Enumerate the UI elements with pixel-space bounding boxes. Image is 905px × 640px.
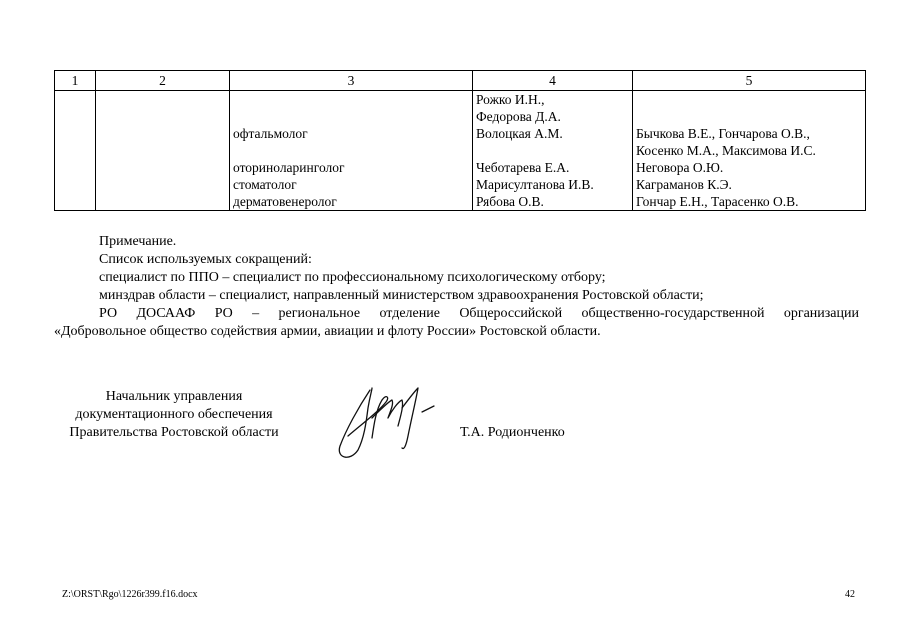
note-title: Примечание. — [99, 234, 177, 249]
reserve-names — [636, 91, 862, 108]
reserve-names: Неговора О.Ю. — [636, 160, 724, 175]
specialist-name: Федорова Д.А. — [476, 109, 561, 124]
row-cell-1 — [55, 91, 96, 211]
notes-section — [54, 233, 859, 341]
specialty-line: стоматолог — [233, 177, 297, 192]
specialty-line — [233, 91, 469, 108]
specialty-line: дерматовенеролог — [233, 194, 337, 209]
specialty-line — [233, 108, 469, 125]
reserve-specialists-cell — [633, 91, 866, 211]
handwritten-signature — [328, 378, 443, 468]
header-cell-1: 1 — [55, 71, 96, 91]
specialty-line: оториноларинголог — [233, 160, 345, 175]
row-cell-2 — [96, 91, 230, 211]
reserve-names: Косенко М.А., Максимова И.С. — [636, 143, 816, 158]
reserve-names: Каграманов К.Э. — [636, 177, 732, 192]
header-cell-2: 2 — [96, 71, 230, 91]
table-header-row — [55, 71, 866, 91]
reserve-names — [636, 108, 862, 125]
specialists-table — [54, 70, 866, 211]
abbreviation-item: минздрав области – специалист, направленный министерством здравоохранения Ростовской области; — [99, 288, 704, 303]
position-line: Правительства Ростовской области — [69, 425, 279, 440]
abbreviations-title: Список используемых сокращений: — [99, 252, 312, 267]
reserve-names: Гончар Е.Н., Тарасенко О.В. — [636, 194, 799, 209]
position-line: документационного обеспечения — [75, 407, 273, 422]
header-cell-4: 4 — [473, 71, 633, 91]
specialist-name: Рожко И.Н., — [476, 92, 545, 107]
specialty-line — [233, 142, 469, 159]
header-cell-3: 3 — [230, 71, 473, 91]
specialist-name — [476, 142, 629, 159]
specialty-line: офтальмолог — [233, 126, 308, 141]
header-cell-5: 5 — [633, 71, 866, 91]
signatory-name: Т.А. Родионченко — [460, 425, 565, 440]
main-specialists-cell — [473, 91, 633, 211]
table-row — [55, 91, 866, 211]
page-number: 42 — [845, 589, 855, 600]
specialist-name: Чеботарева Е.А. — [476, 160, 570, 175]
specialist-name: Волоцкая А.М. — [476, 126, 563, 141]
signatory-position — [54, 388, 294, 442]
file-path: Z:\ORST\Rgo\1226r399.f16.docx — [62, 589, 198, 600]
specialist-name: Марисултанова И.В. — [476, 177, 594, 192]
abbreviation-item: РО ДОСААФ РО – региональное отделение Общероссийской общественно-государственной организации — [99, 306, 859, 321]
specialist-name: Рябова О.В. — [476, 194, 544, 209]
abbreviation-item: специалист по ППО – специалист по профессиональному психологическому отбору; — [99, 270, 606, 285]
position-line: Начальник управления — [105, 389, 243, 404]
abbreviation-item-continuation: «Добровольное общество содействия армии, авиации и флоту России» Ростовской области. — [54, 324, 601, 339]
specialty-cell — [230, 91, 473, 211]
reserve-names: Бычкова В.Е., Гончарова О.В., — [636, 126, 810, 141]
